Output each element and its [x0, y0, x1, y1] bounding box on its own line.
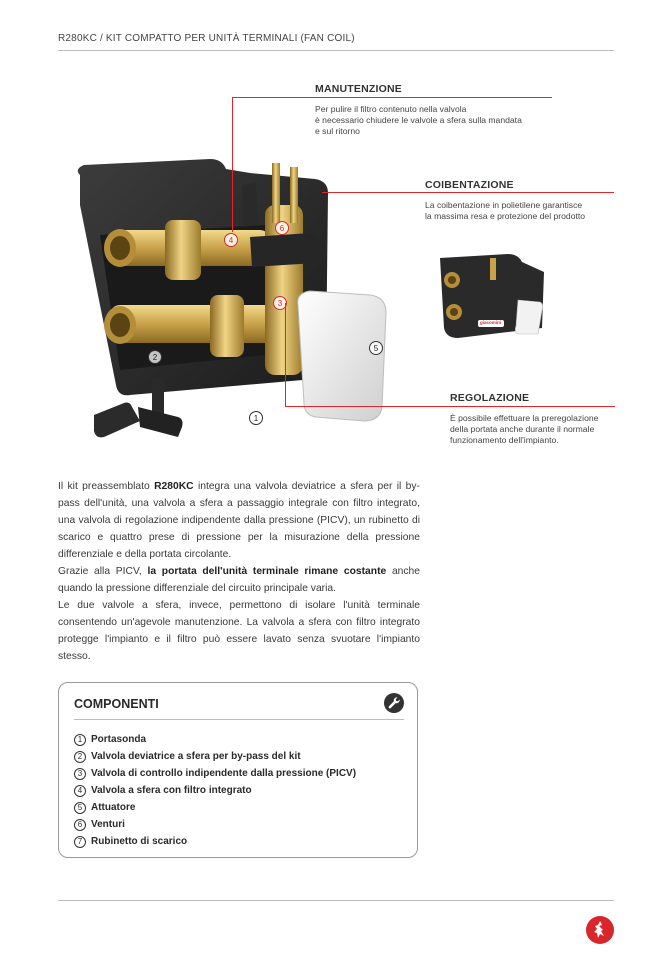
callout-coibentazione-title: COIBENTAZIONE	[425, 179, 514, 191]
badge-2: 2	[148, 350, 162, 364]
callout-manutenzione-text: Per pulire il filtro contenuto nella valvola è necessario chiudere le valvole a sfera sulla mandata e sul ritorno	[315, 104, 522, 136]
list-item-label: Rubinetto di scarico	[91, 836, 188, 847]
description-paragraph: Il kit preassemblato R280KC integra una valvola deviatrice a sfera per il by-pass dell'unità, una valvola a sfera a passaggio integrale con filtro integrato, una valvola di regolazione indipendente dalla pressione (PICV), un rubinetto di scarico e quattro prese di pressione per la misurazione della pressione differenziale e della portata circolante. Grazie alla PICV, la portata dell'unità terminale rimane costante anche quando la pressione differenziale del circuito principale varia. Le due valvole a sfera, invece, permettono di isolare l'unità terminale consentendo un'agevole manutenzione. La valvola a sfera con filtro integrato protegge l'impianto e il filtro può essere lavato senza svuotare l'impianto stesso.	[58, 481, 421, 662]
thumbnail-brand-label: giacomini	[480, 320, 502, 325]
page-header-title: R280KC / KIT COMPATTO PER UNITÀ TERMINALI (FAN COIL)	[58, 33, 355, 44]
list-item-label: Attuatore	[91, 802, 136, 813]
list-item	[74, 816, 356, 833]
list-item-number: 2	[74, 751, 86, 763]
list-item	[74, 748, 356, 765]
componenti-box	[58, 682, 418, 858]
list-item	[74, 731, 356, 748]
list-item-number: 4	[74, 785, 86, 797]
list-item	[74, 765, 356, 782]
callout-regolazione-text: È possibile effettuare la preregolazione della portata anche durante il normale funzionamento dell'impianto.	[450, 413, 599, 445]
list-item-label: Valvola deviatrice a sfera per by-pass del kit	[91, 751, 301, 762]
callout-manutenzione-title: MANUTENZIONE	[315, 83, 402, 95]
callout-coibentazione-text: La coibentazione in polietilene garantisce la massima resa e protezione del prodotto	[425, 200, 586, 221]
list-item-label: Portasonda	[91, 734, 147, 745]
leader-manutenzione-vertical	[232, 97, 233, 232]
list-item	[74, 833, 356, 850]
componenti-title: COMPONENTI	[74, 697, 159, 711]
badge-1: 1	[249, 411, 263, 425]
wrench-icon	[384, 693, 404, 713]
badge-3: 3	[273, 296, 287, 310]
badge-4: 4	[224, 233, 238, 247]
badge-5: 5	[369, 341, 383, 355]
componenti-list	[74, 731, 356, 850]
footer-divider	[58, 900, 614, 901]
list-item-number: 1	[74, 734, 86, 746]
giacomini-logo	[586, 916, 614, 944]
leader-manutenzione-horizontal	[232, 97, 552, 98]
leader-regolazione-horizontal	[285, 406, 615, 407]
header-divider	[58, 50, 614, 51]
list-item	[74, 799, 356, 816]
list-item-number: 5	[74, 802, 86, 814]
list-item-number: 6	[74, 819, 86, 831]
list-item-label: Venturi	[91, 819, 125, 830]
product-thumbnail	[438, 250, 548, 342]
list-item	[74, 782, 356, 799]
badge-6: 6	[275, 221, 289, 235]
list-item-label: Valvola di controllo indipendente dalla pressione (PICV)	[91, 768, 357, 779]
leader-regolazione-vertical	[285, 303, 286, 407]
leader-coibentazione	[322, 192, 614, 193]
list-item-number: 7	[74, 836, 86, 848]
componenti-divider	[74, 719, 404, 720]
callout-regolazione-title: REGOLAZIONE	[450, 392, 530, 404]
list-item-number: 3	[74, 768, 86, 780]
list-item-label: Valvola a sfera con filtro integrato	[91, 785, 252, 796]
